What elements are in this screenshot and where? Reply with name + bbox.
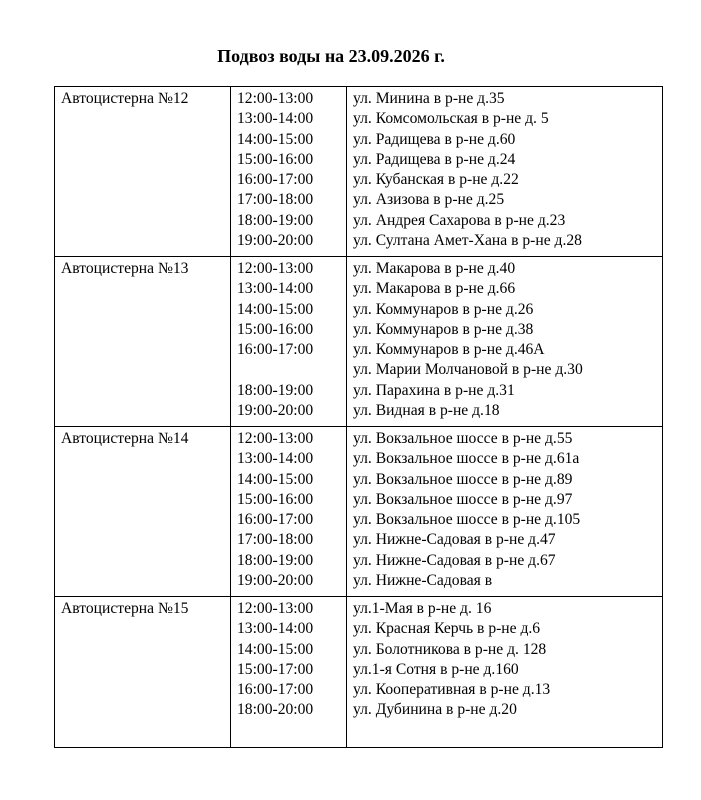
address: ул. Вокзальное шоссе в р-не д.105 — [353, 511, 581, 529]
address: ул. Марии Молчановой в р-не д.30 — [353, 361, 583, 379]
time-slot: 13:00-14:00 — [237, 110, 314, 128]
time-slot: 15:00-16:00 — [237, 150, 314, 168]
time-slot: 15:00-16:00 — [237, 490, 314, 508]
time-slot: 12:00-13:00 — [237, 90, 314, 107]
time-slot: 17:00-18:00 — [237, 191, 314, 209]
time-slot: 15:00-16:00 — [237, 320, 314, 338]
address: ул. Красная Керчь в р-не д.6 — [353, 620, 541, 638]
address: ул. Нижне-Садовая в — [353, 572, 493, 590]
address: ул. Минина в р-не д.35 — [353, 90, 505, 107]
address: ул. Радищева в р-не д.60 — [353, 130, 516, 148]
address: ул. Нижне-Садовая в р-не д.47 — [353, 531, 556, 549]
time-slot: 16:00-17:00 — [237, 511, 314, 529]
time-slot: 19:00-20:00 — [237, 572, 314, 590]
schedule-block-12 — [55, 87, 663, 257]
address: ул. Коммунаров в р-не д.38 — [353, 320, 534, 338]
time-slot: 16:00-17:00 — [237, 341, 314, 359]
address: ул. Видная в р-не д.18 — [353, 402, 500, 420]
time-slot: 15:00-17:00 — [237, 660, 314, 678]
address: ул. Вокзальное шоссе в р-не д.89 — [353, 470, 573, 488]
address: ул. Кубанская в р-не д.22 — [353, 171, 519, 189]
address: ул. Коммунаров в р-не д.46А — [353, 341, 545, 359]
time-slot: 18:00-20:00 — [237, 701, 314, 719]
address: ул.1-я Сотня в р-не д.160 — [353, 660, 519, 678]
address: ул. Дубинина в р-не д.20 — [353, 701, 517, 719]
time-slot: 19:00-20:00 — [237, 402, 314, 420]
address: ул. Вокзальное шоссе в р-не д.55 — [353, 430, 573, 447]
schedule-block-15 — [55, 597, 663, 748]
address-cell — [347, 87, 663, 257]
address: ул. Комсомольская в р-не д. 5 — [353, 110, 549, 128]
time-slot: 14:00-15:00 — [237, 300, 314, 318]
time-slot: 16:00-17:00 — [237, 171, 314, 189]
truck-cell — [55, 597, 231, 748]
address: ул. Султана Амет-Хана в р-не д.28 — [353, 232, 582, 250]
time-slot: 13:00-14:00 — [237, 450, 314, 468]
water-schedule-table — [54, 86, 663, 748]
address: ул. Болотникова в р-не д. 128 — [353, 640, 547, 658]
schedule-block-14 — [55, 427, 663, 597]
address: ул. Вокзальное шоссе в р-не д.61а — [353, 450, 580, 468]
time-cell — [231, 427, 347, 597]
time-slot: 14:00-15:00 — [237, 470, 314, 488]
time-slot: 13:00-14:00 — [237, 280, 314, 298]
address: ул. Радищева в р-не д.24 — [353, 150, 516, 168]
address-cell — [347, 427, 663, 597]
address: ул. Азизова в р-не д.25 — [353, 191, 505, 209]
time-slot: 18:00-19:00 — [237, 551, 314, 569]
truck-name: Автоцистерна №12 — [61, 90, 189, 107]
truck-name: Автоцистерна №15 — [61, 600, 189, 617]
time-slot: 12:00-13:00 — [237, 600, 314, 617]
address: ул. Макарова в р-не д.66 — [353, 280, 516, 298]
truck-cell — [55, 257, 231, 427]
address: ул. Кооперативная в р-не д.13 — [353, 681, 551, 699]
time-slot: 12:00-13:00 — [237, 260, 314, 277]
time-cell — [231, 87, 347, 257]
time-slot: 18:00-19:00 — [237, 381, 314, 399]
schedule-block-13 — [55, 257, 663, 427]
time-slot: 18:00-19:00 — [237, 211, 314, 229]
truck-cell — [55, 427, 231, 597]
address: ул. Парахина в р-не д.31 — [353, 381, 515, 399]
address: ул. Макарова в р-не д.40 — [353, 260, 516, 277]
time-cell — [231, 597, 347, 748]
time-slot: 14:00-15:00 — [237, 130, 314, 148]
address: ул.1-Мая в р-не д. 16 — [353, 600, 492, 617]
page-title: Подвоз воды на 23.09.2026 г. — [217, 46, 445, 66]
address: ул. Коммунаров в р-не д.26 — [353, 300, 534, 318]
time-slot: 16:00-17:00 — [237, 681, 314, 699]
time-slot — [237, 360, 346, 380]
address-cell — [347, 597, 663, 748]
address: ул. Андрея Сахарова в р-не д.23 — [353, 211, 566, 229]
truck-cell — [55, 87, 231, 257]
time-slot: 12:00-13:00 — [237, 430, 314, 447]
time-cell — [231, 257, 347, 427]
time-slot: 19:00-20:00 — [237, 232, 314, 250]
address: ул. Вокзальное шоссе в р-не д.97 — [353, 490, 573, 508]
truck-name: Автоцистерна №14 — [61, 430, 189, 447]
time-slot: 14:00-15:00 — [237, 640, 314, 658]
time-slot: 13:00-14:00 — [237, 620, 314, 638]
time-slot: 17:00-18:00 — [237, 531, 314, 549]
address-cell — [347, 257, 663, 427]
address: ул. Нижне-Садовая в р-не д.67 — [353, 551, 556, 569]
truck-name: Автоцистерна №13 — [61, 260, 189, 277]
